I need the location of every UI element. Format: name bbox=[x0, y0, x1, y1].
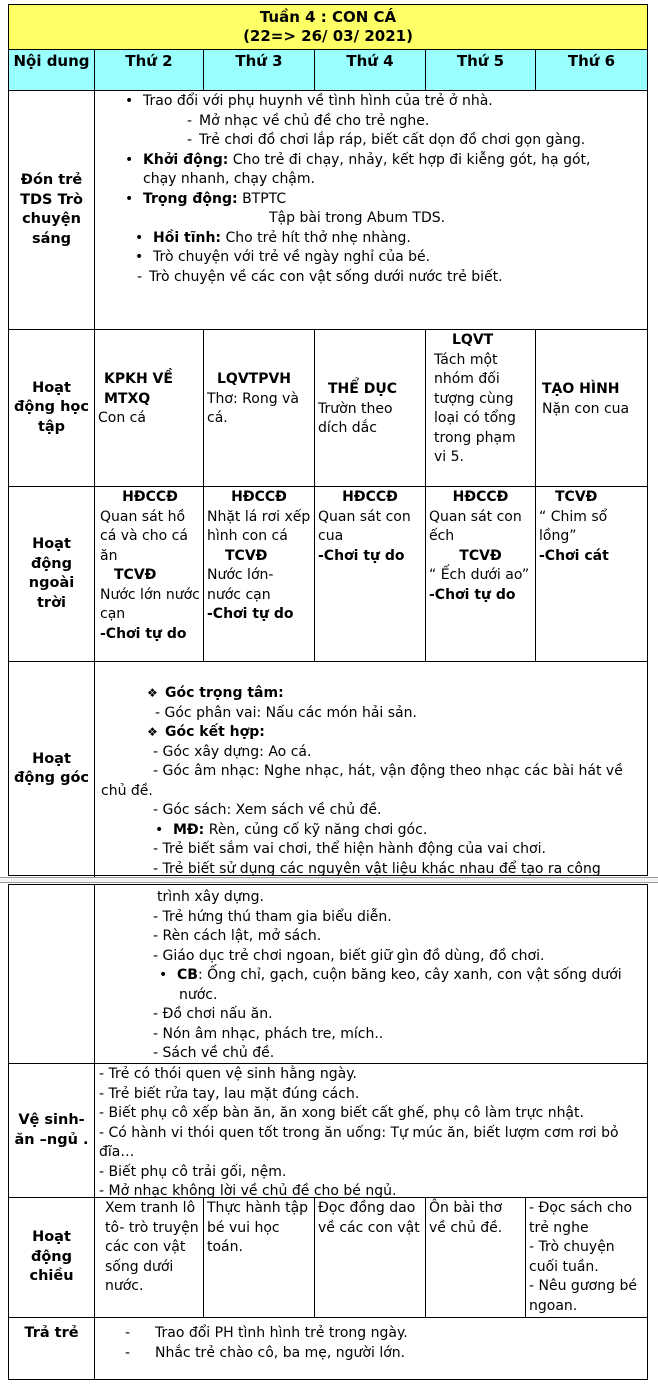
goc-line: - Rèn cách lật, mở sách. bbox=[153, 928, 322, 944]
don-tre-line: chạy nhanh, chạy chậm. bbox=[143, 171, 315, 187]
row-label-tra-tre: Trả trẻ bbox=[24, 1325, 79, 1341]
goc-line: - Góc phân vai: Nấu các món hải sản. bbox=[155, 704, 417, 721]
page-break bbox=[0, 877, 658, 883]
ve-sinh-line: đĩa… bbox=[99, 1144, 135, 1160]
goc-line: - Góc sách: Xem sách về chủ đề. bbox=[153, 802, 382, 818]
header-day-thu: Thứ 5 bbox=[426, 50, 535, 90]
hoc-tap-wed: THỂ DỤC Trườn theo dích dắc bbox=[318, 381, 397, 436]
goc-line: - Sách về chủ đề. bbox=[153, 1045, 275, 1061]
schedule-page-2 bbox=[8, 884, 648, 1380]
week-title bbox=[9, 5, 647, 49]
row-label-ve-sinh: Vệ sinh- ăn –ngủ . bbox=[14, 1112, 89, 1148]
goc-line: - Góc xây dựng: Ao cá. bbox=[153, 743, 312, 760]
chieu-tue: Thực hành tập bé vui học toán. bbox=[207, 1200, 309, 1255]
don-tre-line: - Mở nhạc về chủ đề cho trẻ nghe. bbox=[125, 112, 644, 132]
tra-tre-line: - Trao đổi PH tình hình trẻ trong ngày. bbox=[125, 1325, 408, 1341]
row-label-goc: Hoạt động góc bbox=[13, 750, 90, 786]
header-day-mon: Thứ 2 bbox=[95, 50, 203, 90]
goc-content-part2 bbox=[95, 887, 647, 1063]
ngoai-troi-wed: HĐCCĐ Quan sát con cua -Chơi tự do bbox=[318, 489, 411, 564]
don-tre-line: • Trao đổi với phụ huynh về tình hình của trẻ ở nhà. bbox=[125, 92, 644, 112]
ve-sinh-line: - Trẻ có thói quen vệ sinh hằng ngày. bbox=[99, 1066, 357, 1082]
hoc-tap-thu: LQVT Tách một nhóm đối tượng cùng loại có tổng trong phạm vi 5. bbox=[434, 332, 516, 465]
chieu-thu: Ôn bài thơ về chủ đề. bbox=[429, 1200, 503, 1236]
chieu-wed: Đọc đồng dao về các con vật bbox=[318, 1200, 420, 1236]
schedule-page-1 bbox=[8, 4, 648, 876]
ve-sinh-line: - Mở nhạc không lời về chủ đề cho bé ngủ. bbox=[99, 1183, 397, 1197]
chieu-mon: Xem tranh lô tô- trò truyện các con vật sống dưới nước. bbox=[105, 1200, 199, 1294]
ve-sinh-line: - Có hành vi thói quen tốt trong ăn uống: Tự múc ăn, biết lượm cơm rơi bỏ bbox=[99, 1124, 619, 1141]
header-day-wed: Thứ 4 bbox=[315, 50, 425, 90]
don-tre-line: • Hồi tĩnh: Cho trẻ hít thở nhẹ nhàng. bbox=[125, 229, 644, 249]
goc-line: - Trẻ biết sắm vai chơi, thể hiện hành động của vai chơi. bbox=[153, 841, 546, 857]
ngoai-troi-fri: TCVĐ “ Chim sổ lồng” -Chơi cát bbox=[539, 489, 609, 564]
goc-line: - Đồ chơi nấu ăn. bbox=[153, 1006, 273, 1022]
ve-sinh-line: - Biết phụ cô trải gối, nệm. bbox=[99, 1163, 287, 1180]
goc-line: trình xây dựng. bbox=[157, 889, 264, 905]
hoc-tap-fri: TẠO HÌNH Nặn con cua bbox=[542, 381, 630, 417]
hoc-tap-mon: KPKH VỀ MTXQ Con cá bbox=[98, 371, 173, 426]
chieu-fri: - Đọc sách cho trẻ nghe - Trò chuyện cuối tuần. - Nêu gương bé ngoan. bbox=[529, 1200, 637, 1314]
don-tre-line: Tập bài trong Abum TDS. bbox=[269, 210, 446, 226]
tra-tre-line: - Nhắc trẻ chào cô, ba mẹ, người lớn. bbox=[125, 1344, 406, 1361]
ngoai-troi-thu: HĐCCĐ Quan sát con ếch TCVĐ “ Ếch dưới ao” -Chơi tự do bbox=[429, 489, 530, 603]
don-tre-line: - Trẻ chơi đồ chơi lắp ráp, biết cất dọn đồ chơi gọn gàng. bbox=[125, 131, 644, 151]
week-title-dates: (22=> 26/ 03/ 2021) bbox=[243, 27, 413, 45]
don-tre-line: • Trọng động: BTPTC bbox=[125, 190, 644, 210]
row-label-hoc-tap: Hoạt động học tập bbox=[14, 379, 89, 435]
ve-sinh-content bbox=[95, 1064, 647, 1197]
week-title-line1: Tuần 4 : CON CÁ bbox=[259, 8, 397, 26]
don-tre-line: • Khởi động: Cho trẻ đi chạy, nhảy, kết hợp đi kiễng gót, hạ gót, bbox=[125, 151, 644, 171]
tra-tre-content bbox=[95, 1318, 647, 1378]
ve-sinh-line: - Trẻ biết rửa tay, lau mặt đúng cách. bbox=[99, 1085, 360, 1102]
row-label-don-tre: Đón trẻ TDS Trò chuyện sáng bbox=[20, 172, 83, 247]
goc-line: • CB: Ống chỉ, gạch, cuộn băng keo, cây xanh, con vật sống dưới bbox=[101, 966, 644, 986]
ngoai-troi-mon: HĐCCĐ Quan sát hồ cá và cho cá ăn TCVĐ Nước lớn nước cạn -Chơi tự do bbox=[100, 489, 200, 642]
goc-line: nước. bbox=[179, 986, 218, 1003]
don-tre-content bbox=[95, 91, 647, 329]
don-tre-line: • Trò chuyện với trẻ về ngày nghỉ của bé. bbox=[125, 248, 644, 268]
hoc-tap-tue: LQVTPVH Thơ: Rong và cá. bbox=[207, 371, 299, 426]
goc-line: - Góc âm nhạc: Nghe nhạc, hát, vận động theo nhạc các bài hát về bbox=[153, 763, 623, 779]
header-content: Nội dung bbox=[9, 50, 94, 90]
goc-line: - Giáo dục trẻ chơi ngoan, biết giữ gìn đồ dùng, đồ chơi. bbox=[153, 947, 545, 964]
goc-content-part1 bbox=[95, 662, 647, 876]
goc-line: ❖ Góc trọng tâm: bbox=[101, 684, 644, 704]
goc-line: - Trẻ biết sử dụng các nguyên vật liệu khác nhau để tạo ra công bbox=[153, 860, 601, 876]
row-label-chieu: Hoạt động chiều bbox=[29, 1229, 74, 1285]
goc-line: - Nón âm nhạc, phách tre, mích.. bbox=[153, 1025, 384, 1042]
ngoai-troi-tue: HĐCCĐ Nhặt lá rơi xếp hình con cá TCVĐ Nước lớn- nước cạn -Chơi tự do bbox=[207, 489, 311, 622]
goc-line: chủ đề. bbox=[101, 782, 153, 799]
don-tre-line: - Trò chuyện về các con vật sống dưới nước trẻ biết. bbox=[125, 268, 644, 288]
header-day-fri: Thứ 6 bbox=[536, 50, 647, 90]
row-label-ngoai-troi: Hoạt động ngoài trời bbox=[28, 536, 75, 611]
header-day-tue: Thứ 3 bbox=[204, 50, 314, 90]
goc-line: - Trẻ hứng thú tham gia biểu diễn. bbox=[153, 908, 392, 925]
ve-sinh-line: - Biết phụ cô xếp bàn ăn, ăn xong biết cất ghế, phụ cô làm trực nhật. bbox=[99, 1105, 584, 1121]
goc-line: ❖ Góc kết hợp: bbox=[101, 723, 644, 743]
goc-line: • MĐ: Rèn, củng cố kỹ năng chơi góc. bbox=[101, 821, 644, 841]
